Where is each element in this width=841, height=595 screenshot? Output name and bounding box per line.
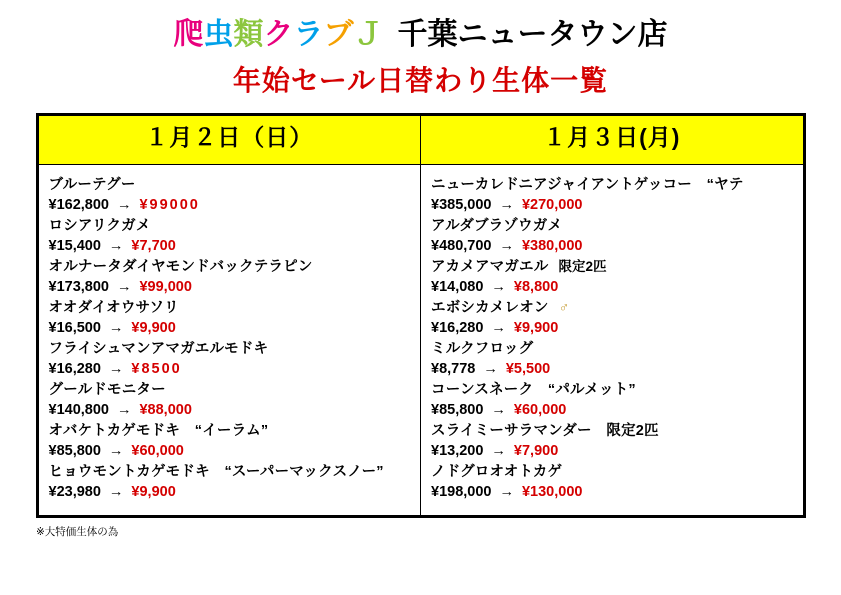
store-title-line — [0, 18, 841, 53]
column-header-day1: １月２日（日） — [38, 115, 421, 164]
sale-item-name: ニューカレドニアジャイアントゲッコー “ヤテ — [431, 176, 744, 193]
shop-name: 千葉ニュータウン店 — [397, 18, 668, 51]
arrow-icon: → — [116, 196, 132, 213]
arrow-icon: → — [491, 320, 506, 337]
sale-item — [431, 421, 803, 461]
sale-item-name-row — [431, 257, 803, 277]
brand-char: ラ — [293, 18, 324, 51]
sale-item-old-price: ¥85,800 — [431, 402, 484, 419]
brand-char: ブ — [323, 18, 354, 51]
arrow-icon: → — [108, 361, 124, 378]
sale-item-name: ヒョウモントカゲモドキ “スーパーマックスノー” — [48, 463, 384, 480]
sale-item — [431, 216, 803, 256]
sale-item-name-row — [49, 298, 421, 318]
sale-item — [431, 298, 803, 338]
column-body-day1 — [38, 164, 421, 515]
sale-item — [431, 462, 803, 502]
sale-item-name-row — [431, 175, 803, 195]
sale-item-old-price: ¥162,800 — [48, 196, 109, 213]
arrow-icon: → — [499, 237, 514, 254]
sale-item-price-row — [431, 442, 803, 461]
sale-item-new-price: ¥8,800 — [513, 279, 559, 295]
sale-item-name: オオダイオウサソリ — [48, 299, 179, 316]
sale-item-sex-symbol: ♂ — [558, 298, 570, 315]
sale-item-price-row — [431, 360, 803, 379]
sale-item-price-row — [49, 319, 421, 338]
brand-char: 爬 — [173, 18, 204, 51]
sale-item-name: フライシュマンアマガエルモドキ — [48, 340, 269, 357]
sale-item-old-price: ¥85,800 — [48, 443, 101, 460]
sale-item — [49, 380, 421, 420]
sale-item-price-row — [49, 401, 421, 420]
sale-item-new-price: ¥99,000 — [139, 279, 192, 295]
sale-item-name-row — [431, 421, 803, 441]
sale-item-name: スライミーサラマンダー 限定2匹 — [431, 422, 659, 439]
sale-item — [49, 462, 421, 502]
sale-item-name: ノドグロオオトカゲ — [431, 463, 563, 480]
sale-item-price-row — [431, 319, 803, 338]
arrow-icon: → — [491, 443, 506, 460]
sale-item-new-price: ¥60,000 — [131, 443, 184, 460]
sale-item-new-price: ¥60,000 — [513, 402, 567, 419]
sale-item-old-price: ¥173,800 — [48, 279, 109, 295]
sale-item-name-row — [49, 216, 421, 236]
sale-item-name-row — [49, 421, 421, 441]
sale-table — [38, 115, 804, 516]
table-body-row — [38, 164, 803, 515]
brand-name — [174, 18, 384, 51]
sale-item-name-row — [431, 380, 803, 400]
sale-item-price-row — [431, 483, 803, 502]
sale-item-old-price: ¥8,778 — [431, 361, 476, 378]
sale-item-old-price: ¥16,280 — [48, 361, 101, 378]
column-body-day2 — [421, 164, 804, 515]
footnote: ※大特価生体の為 — [36, 525, 119, 538]
flyer-header — [0, 0, 841, 99]
sale-item — [431, 339, 803, 379]
sale-item-name: アルダブラゾウガメ — [431, 217, 563, 234]
sale-item-old-price: ¥16,500 — [48, 320, 101, 337]
brand-char: Ｊ — [353, 18, 384, 51]
sale-item-name: オバケトカゲモドキ “イーラム” — [48, 422, 269, 439]
sale-item — [431, 380, 803, 420]
arrow-icon: → — [108, 237, 124, 254]
sale-item-price-row — [49, 483, 421, 502]
arrow-icon: → — [483, 361, 498, 378]
sale-item-new-price: ¥99000 — [139, 196, 200, 213]
table-header-row — [38, 115, 803, 164]
sale-item — [49, 298, 421, 338]
sale-item-name-row — [49, 462, 421, 482]
sale-item-new-price: ¥5,500 — [505, 361, 551, 378]
sale-item-name: オルナータダイヤモンドバックテラピン — [48, 258, 313, 275]
sale-item-price-row — [431, 278, 803, 297]
sale-item-price-row — [49, 278, 421, 297]
sale-item-name: グールドモニター — [48, 381, 166, 398]
sale-item-price-row — [49, 196, 421, 215]
sale-item-name: ブルーテグー — [48, 176, 136, 193]
arrow-icon: → — [116, 279, 132, 295]
arrow-icon: → — [116, 402, 132, 419]
sale-item — [431, 257, 803, 297]
sale-item-name-row — [49, 257, 421, 277]
sale-item-old-price: ¥480,700 — [431, 237, 492, 254]
arrow-icon: → — [108, 484, 124, 501]
sale-item-new-price: ¥9,900 — [131, 484, 176, 501]
sale-item — [49, 216, 421, 256]
arrow-icon: → — [491, 402, 506, 419]
sale-item-price-row — [431, 401, 803, 420]
sale-item — [49, 257, 421, 297]
sale-item-old-price: ¥198,000 — [431, 484, 492, 501]
sale-item-old-price: ¥385,000 — [431, 196, 492, 213]
arrow-icon: → — [491, 279, 506, 295]
sale-item-name: ミルクフロッグ — [431, 340, 534, 357]
sale-item-old-price: ¥14,080 — [431, 279, 484, 295]
sale-item-new-price: ¥380,000 — [521, 237, 583, 254]
arrow-icon: → — [108, 443, 124, 460]
sale-item-name: ロシアリクガメ — [48, 217, 151, 234]
sale-item-new-price: ¥7,700 — [131, 237, 176, 254]
sale-item-name-row — [431, 339, 803, 359]
brand-char: 虫 — [203, 18, 234, 51]
sale-item-price-row — [49, 442, 421, 461]
sale-item — [49, 421, 421, 461]
sale-item-price-row — [431, 237, 803, 256]
sale-item-old-price: ¥140,800 — [48, 402, 109, 419]
sale-item-name-row — [49, 380, 421, 400]
sale-table-container — [36, 113, 806, 518]
sale-item-new-price: ¥9,900 — [131, 320, 176, 337]
sale-item — [49, 339, 421, 379]
sale-item — [49, 175, 421, 215]
arrow-icon: → — [108, 320, 124, 337]
sale-item-price-row — [49, 360, 421, 379]
column-header-day2: １月３日(月) — [421, 115, 804, 164]
sale-item-old-price: ¥15,400 — [48, 237, 101, 254]
sale-item-name: エボシカメレオン — [431, 299, 549, 316]
sale-item-old-price: ¥16,280 — [431, 320, 484, 337]
sale-item-limit: 限定2匹 — [558, 258, 607, 274]
sale-item-name-row — [431, 462, 803, 482]
sale-item-new-price: ¥8500 — [131, 361, 182, 378]
sale-item-name: コーンスネーク “パルメット” — [431, 381, 636, 398]
sale-item-new-price: ¥130,000 — [521, 484, 583, 501]
sale-item — [431, 175, 803, 215]
sale-item-price-row — [49, 237, 421, 256]
sale-item-new-price: ¥88,000 — [139, 402, 192, 419]
campaign-subtitle: 年始セール日替わり生体一覧 — [232, 64, 609, 96]
sale-item-new-price: ¥270,000 — [521, 196, 583, 213]
sale-item-new-price: ¥9,900 — [513, 320, 559, 337]
sale-item-price-row — [431, 196, 803, 215]
sale-item-new-price: ¥7,900 — [513, 443, 559, 460]
sale-item-name-row — [49, 175, 421, 195]
sale-item-old-price: ¥13,200 — [431, 443, 484, 460]
sale-item-name: アカメアマガエル — [431, 258, 549, 275]
arrow-icon: → — [499, 196, 514, 213]
sale-item-name-row — [431, 298, 803, 318]
sale-item-old-price: ¥23,980 — [48, 484, 101, 501]
brand-char: 類 — [233, 18, 264, 51]
brand-char: ク — [263, 18, 294, 51]
arrow-icon: → — [499, 484, 514, 501]
sale-item-name-row — [49, 339, 421, 359]
sale-item-name-row — [431, 216, 803, 236]
